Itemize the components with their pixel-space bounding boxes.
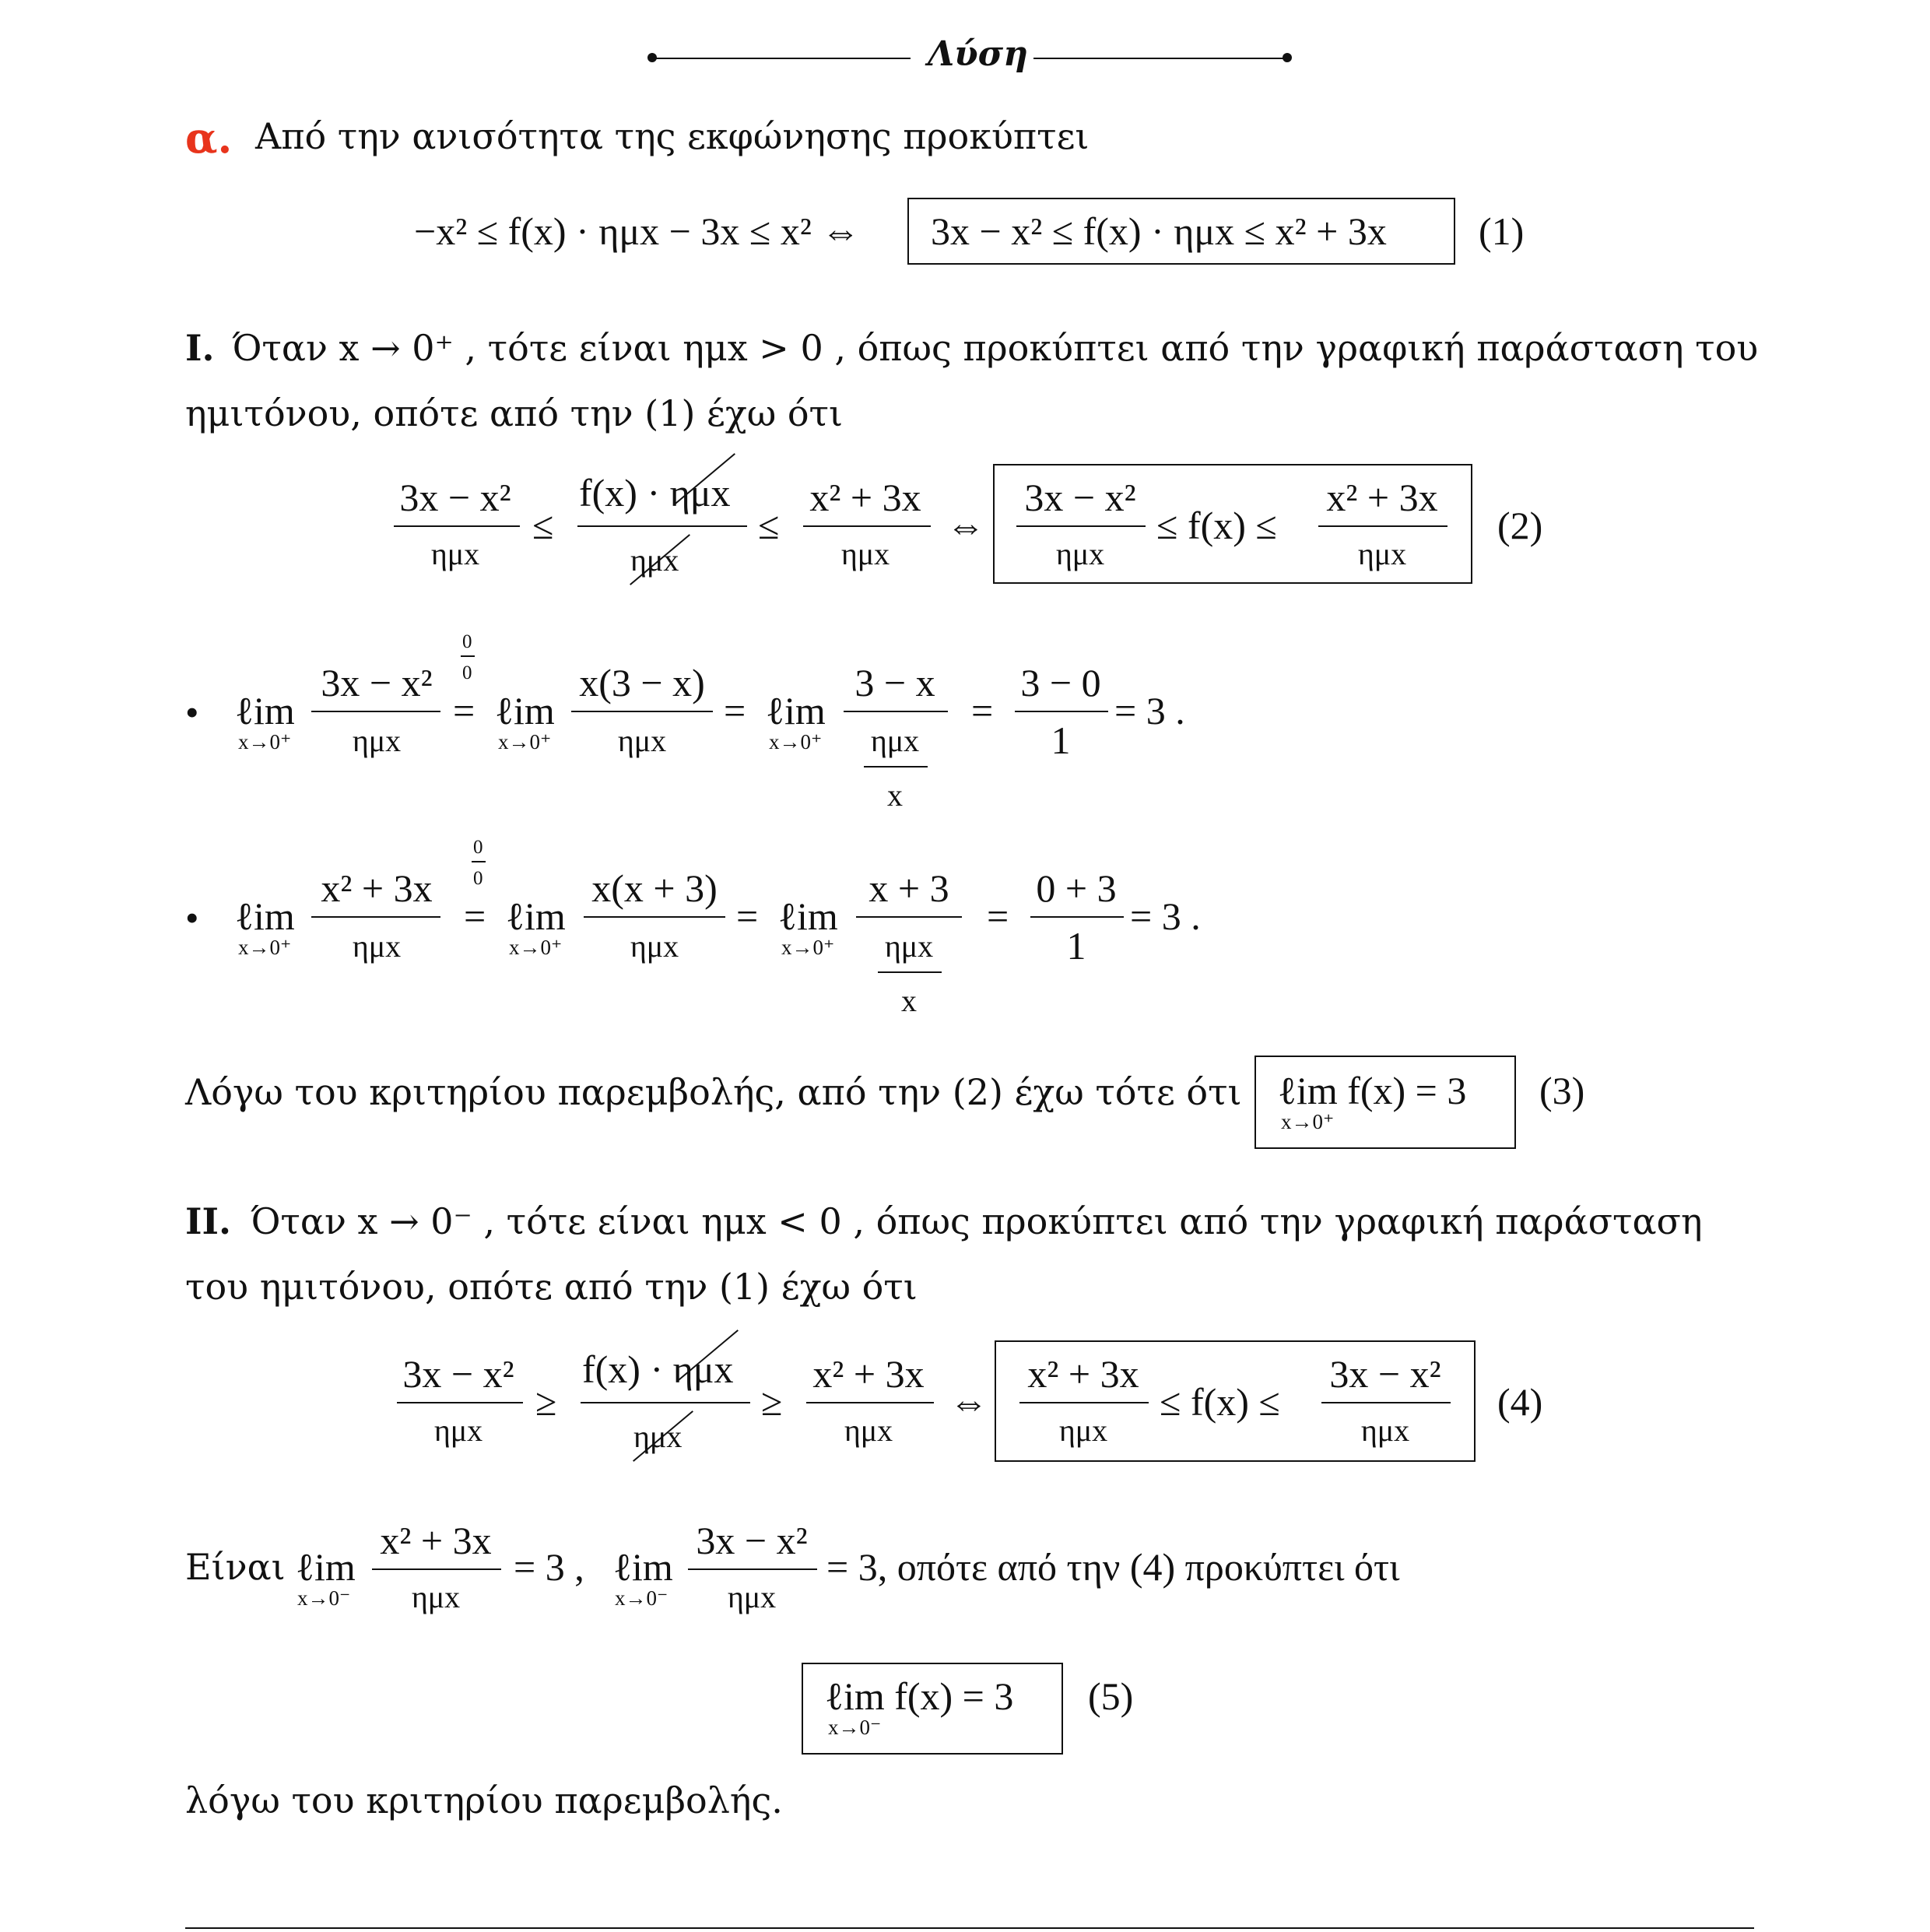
zero-over-zero: 0: [462, 631, 472, 652]
lim-subscript: x→0⁺: [509, 936, 563, 959]
zero-over-zero-bar: [461, 655, 475, 657]
boxed-limit-subscript: x→0⁺: [1281, 1110, 1335, 1133]
lim-subscript: x→0⁻: [297, 1586, 351, 1610]
lim-subscript: x→0⁺: [238, 936, 292, 959]
fraction-bar: [688, 1568, 817, 1570]
fraction-bar: [1019, 1402, 1149, 1403]
fraction-bar: [844, 711, 948, 712]
fraction-bar: [394, 525, 520, 527]
limit1-f3-den-top: ημx: [870, 723, 920, 758]
limit1-f4-den: 1: [1051, 718, 1071, 762]
equals-sign: =: [724, 689, 746, 732]
limit2-f4-den: 1: [1066, 924, 1086, 968]
boxed-right-denominator: ημx: [1360, 1413, 1410, 1448]
left-mid: = 3 ,: [514, 1545, 584, 1589]
equals-sign: =: [987, 894, 1009, 938]
bullet: •: [185, 896, 199, 940]
left-f1-den: ημx: [411, 1579, 461, 1614]
limit2-result: = 3 .: [1130, 894, 1201, 938]
part-a-label: α.: [185, 113, 233, 163]
equation-number-1: (1): [1479, 209, 1525, 253]
iff-sign: ⇔: [949, 1380, 988, 1424]
lim-operator: ℓim: [778, 894, 838, 938]
case-1-line2: ημιτόνου, οπότε από την (1) έχω ότι: [185, 392, 844, 434]
fraction-bar: [311, 711, 440, 712]
fraction-bar: [1030, 916, 1124, 918]
equals-sign: =: [464, 894, 486, 938]
left-f2-den: ημx: [727, 1579, 777, 1614]
fraction-bar: [1016, 525, 1146, 527]
fraction-bar: [803, 525, 931, 527]
left-suffix: = 3, οπότε από την (4) προκύπτει ότι: [826, 1545, 1400, 1589]
left-f2-num: 3x − x²: [696, 1519, 808, 1562]
fraction-bar: [1321, 1402, 1451, 1403]
limit1-f3-den-bot: x: [887, 778, 903, 813]
lim-subscript: x→0⁺: [238, 730, 292, 753]
fraction-mid-numerator: f(x) · ημx: [579, 471, 731, 515]
conclusion-1-text: Λόγω του κριτηρίου παρεμβολής, από την (2) έχω τότε ότι: [185, 1071, 1242, 1113]
fraction-c-numerator: x² + 3x: [809, 476, 921, 519]
boxed-limit-subscript: x→0⁻: [828, 1716, 882, 1739]
left-f1-num: x² + 3x: [380, 1519, 492, 1562]
lim-operator: ℓim: [235, 689, 295, 732]
ineq-left: −x² ≤ f(x) · ημx − 3x ≤ x² ⇔: [414, 209, 861, 253]
fraction-bar: [856, 916, 962, 918]
fraction-a-denominator: ημx: [430, 536, 480, 571]
lim-operator: ℓim: [766, 689, 826, 732]
limit1-result: = 3 .: [1114, 689, 1185, 732]
equals-sign: =: [453, 689, 475, 732]
ge-sign: ≥: [535, 1380, 557, 1424]
limit2-f3-den-top: ημx: [884, 929, 934, 964]
lim-operator: ℓim: [296, 1545, 356, 1589]
fraction-mid-denominator: ημx: [633, 1419, 683, 1454]
limit2-f3-den-bot: x: [901, 983, 917, 1018]
lim-subscript: x→0⁺: [498, 730, 552, 753]
equation-number-5: (5): [1088, 1674, 1134, 1718]
zero-over-zero: 0: [473, 868, 483, 889]
limit2-f4-num: 0 + 3: [1036, 866, 1117, 910]
equation-number-4: (4): [1497, 1380, 1543, 1424]
fraction-a-denominator: ημx: [433, 1413, 483, 1448]
limit1-f3-num: 3 − x: [854, 661, 935, 704]
ge-sign: ≥: [761, 1380, 783, 1424]
fraction-mid-denominator: ημx: [630, 543, 679, 578]
boxed-right-denominator: ημx: [1357, 536, 1407, 571]
limit1-f1-den: ημx: [352, 723, 402, 758]
fraction-a-numerator: 3x − x²: [399, 476, 511, 519]
limit1-f4-num: 3 − 0: [1020, 661, 1101, 704]
header-dot-right: [1283, 53, 1292, 62]
fraction-bar: [878, 971, 942, 973]
fraction-c-denominator: ημx: [844, 1413, 893, 1448]
fraction-bar: [397, 1402, 523, 1403]
boxed-left-numerator: 3x − x²: [1024, 476, 1136, 519]
equation-number-2: (2): [1497, 504, 1543, 547]
zero-over-zero: 0: [473, 837, 483, 858]
lim-operator: ℓim: [235, 894, 295, 938]
header-rule-right: [1033, 58, 1287, 59]
limit2-f2-num: x(x + 3): [591, 866, 718, 910]
equals-sign: =: [971, 689, 994, 732]
fraction-c-numerator: x² + 3x: [812, 1352, 925, 1396]
limit2-f1-num: x² + 3x: [321, 866, 433, 910]
limit1-f1-num: 3x − x²: [321, 661, 433, 704]
fraction-bar: [581, 1402, 750, 1403]
fraction-a-numerator: 3x − x²: [402, 1352, 514, 1396]
lim-operator: ℓim: [495, 689, 555, 732]
lim-operator: ℓim: [613, 1545, 673, 1589]
fraction-bar: [806, 1402, 934, 1403]
zero-over-zero: 0: [462, 662, 472, 683]
header-dot-left: [647, 53, 657, 62]
lim-subscript: x→0⁻: [615, 1586, 668, 1610]
equation-number-3: (3): [1539, 1069, 1585, 1112]
limit2-f1-den: ημx: [352, 929, 402, 964]
fraction-c-denominator: ημx: [840, 536, 890, 571]
conclusion-2-text: λόγω του κριτηρίου παρεμβολής.: [185, 1779, 783, 1821]
fraction-bar: [1015, 711, 1108, 712]
fraction-bar: [311, 916, 440, 918]
fraction-bar: [577, 525, 747, 527]
boxed-right-numerator: 3x − x²: [1329, 1352, 1441, 1396]
boxed-mid: ≤ f(x) ≤: [1160, 1380, 1280, 1424]
fraction-mid-numerator: f(x) · ημx: [582, 1347, 734, 1391]
boxed-left-numerator: x² + 3x: [1027, 1352, 1139, 1396]
fraction-bar: [864, 766, 928, 768]
equals-sign: =: [736, 894, 759, 938]
limit2-f2-den: ημx: [630, 929, 679, 964]
left-limits-prefix: Είναι: [185, 1546, 286, 1588]
case-1-line1: Όταν x → 0⁺ , τότε είναι ημx > 0 , όπως προκύπτει από την γραφική παράσταση του: [232, 327, 1759, 369]
bullet: •: [185, 690, 199, 734]
limit1-f2-den: ημx: [617, 723, 667, 758]
page-title: Λύση: [928, 34, 1029, 74]
boxed-mid: ≤ f(x) ≤: [1156, 504, 1277, 547]
fraction-bar: [571, 711, 713, 712]
ineq-boxed: 3x − x² ≤ f(x) · ημx ≤ x² + 3x: [931, 209, 1387, 253]
header-rule-left: [652, 58, 911, 59]
boxed-right-numerator: x² + 3x: [1326, 476, 1438, 519]
limit2-f3-num: x + 3: [868, 866, 949, 910]
lim-subscript: x→0⁺: [769, 730, 823, 753]
limit1-f2-num: x(3 − x): [579, 661, 705, 704]
lim-subscript: x→0⁺: [781, 936, 835, 959]
footer-rule: [185, 1927, 1754, 1929]
fraction-bar: [584, 916, 725, 918]
case-2-line1: Όταν x → 0⁻ , τότε είναι ημx < 0 , όπως προκύπτει από την γραφική παράσταση: [251, 1200, 1703, 1242]
case-1-label: I.: [185, 327, 215, 369]
boxed-left-denominator: ημx: [1058, 1413, 1108, 1448]
fraction-bar: [1318, 525, 1448, 527]
case-2-line2: του ημιτόνου, οπότε από την (1) έχω ότι: [185, 1266, 918, 1308]
case-2-label: II.: [185, 1200, 232, 1242]
boxed-limit: ℓim f(x) = 3: [1278, 1069, 1467, 1112]
fraction-bar: [372, 1568, 501, 1570]
boxed-left-denominator: ημx: [1055, 536, 1105, 571]
le-sign: ≤: [532, 504, 554, 547]
boxed-limit: ℓim f(x) = 3: [825, 1674, 1014, 1718]
zero-over-zero-bar: [472, 861, 486, 862]
iff-sign: ⇔: [946, 504, 985, 547]
le-sign: ≤: [758, 504, 780, 547]
lim-operator: ℓim: [506, 894, 566, 938]
part-a-intro: Από την ανισότητα της εκφώνησης προκύπτει: [255, 115, 1090, 157]
